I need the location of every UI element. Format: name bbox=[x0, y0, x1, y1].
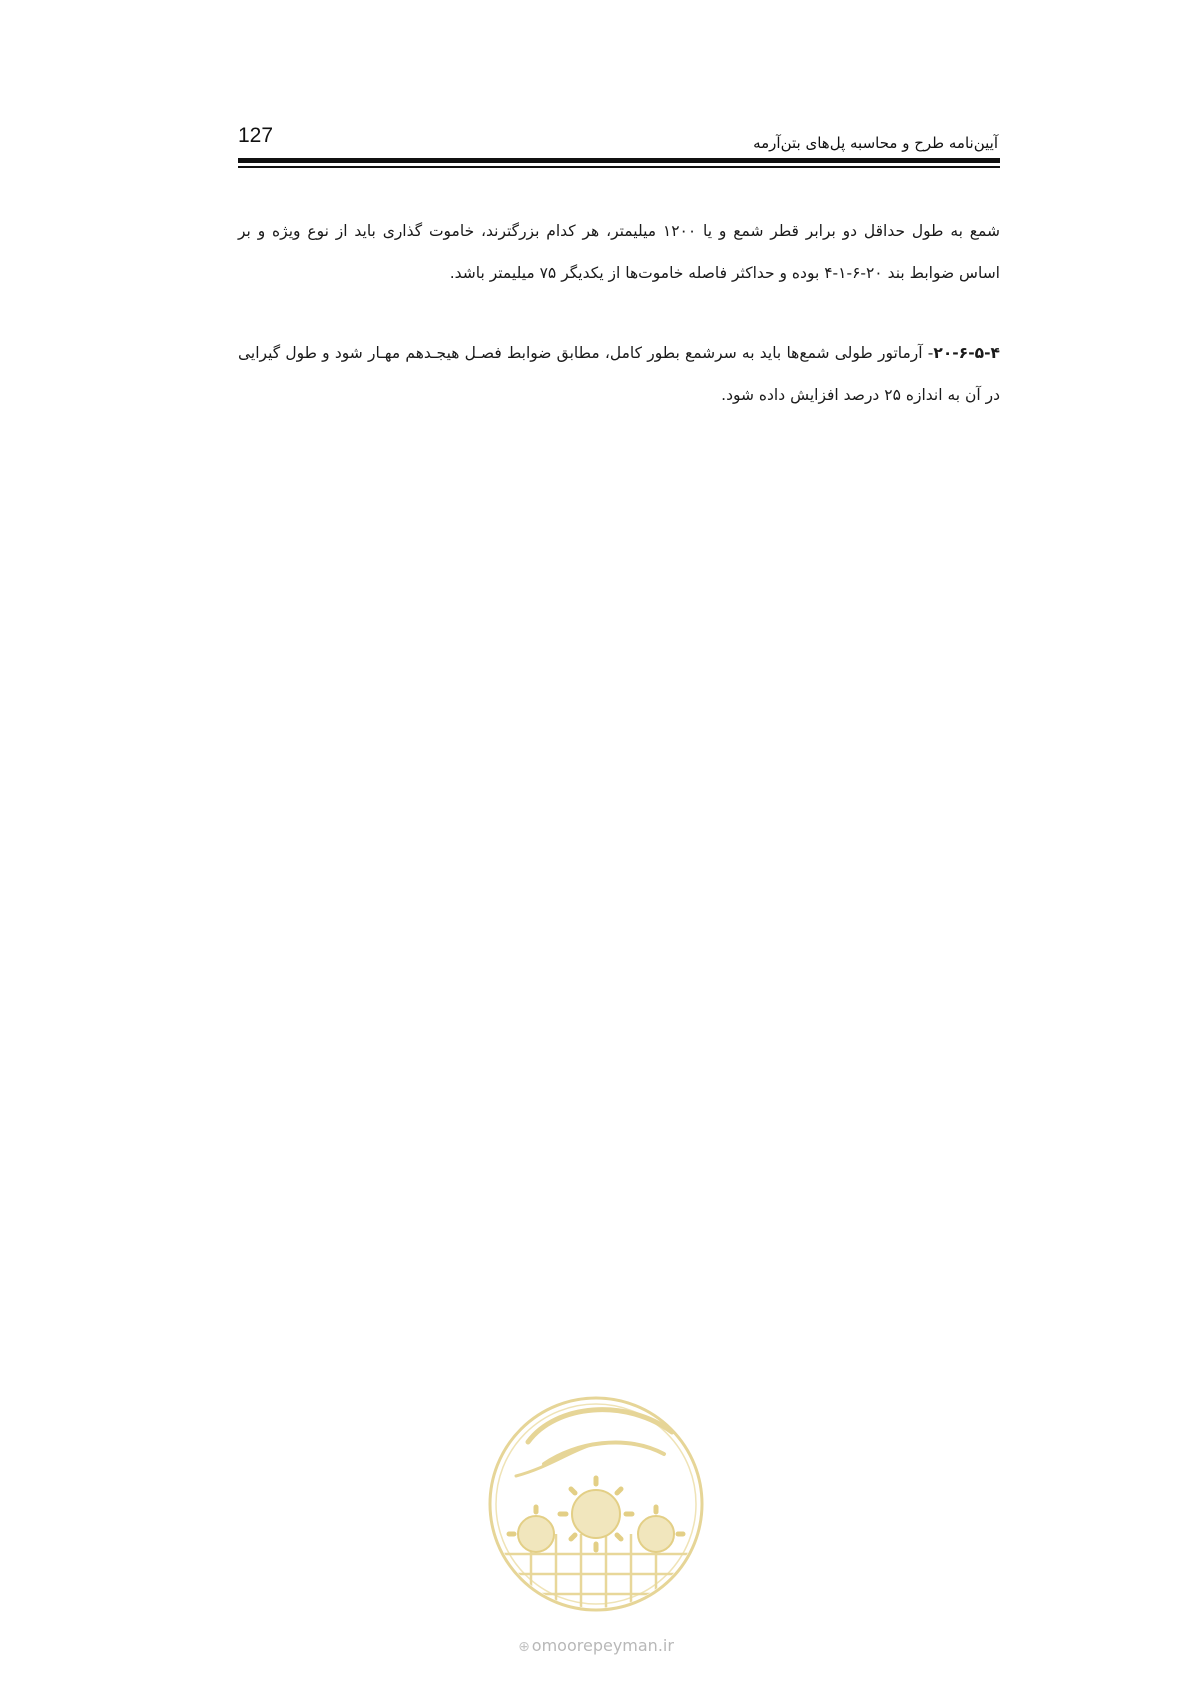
paragraph-2-text: - آرماتور طولی شمع‌ها باید به سرشمع بطور کامل، مطابق ضوابط فصـل هیجـدهم مهـار شود و طول گیرایی در آن به اندازه ۲۵ درصد افزایش داده شود. bbox=[238, 344, 1000, 404]
header-rule-thin bbox=[238, 166, 1000, 168]
paragraph-1: شمع به طول حداقل دو برابر قطر شمع و یا ۱۲۰۰ میلیمتر، هر کدام بزرگترند، خاموت گذاری باید از نوع ویژه و بر اساس ضوابط بند ۲۰-۶-۱-۴ بوده و حداکثر فاصله خاموت‌ها از یکدیگر ۷۵ میلیمتر باشد. bbox=[238, 222, 1000, 282]
paragraph-2 bbox=[238, 332, 1000, 416]
running-title: آیین‌نامه طرح و محاسبه پل‌های بتن‌آرمه bbox=[753, 134, 998, 152]
body-text bbox=[238, 210, 1000, 416]
page-number: 127 bbox=[238, 124, 274, 147]
watermark-caption bbox=[476, 1636, 716, 1655]
header-rule-thick bbox=[238, 158, 1000, 163]
clause-number: ۲۰-۶-۵-۴ bbox=[933, 344, 1000, 362]
watermark-logo bbox=[476, 1384, 716, 1624]
watermark-site: omoorepeyman.ir bbox=[531, 1636, 674, 1655]
globe-icon: ⊕ bbox=[518, 1639, 530, 1655]
watermark-seal-icon bbox=[476, 1384, 716, 1624]
